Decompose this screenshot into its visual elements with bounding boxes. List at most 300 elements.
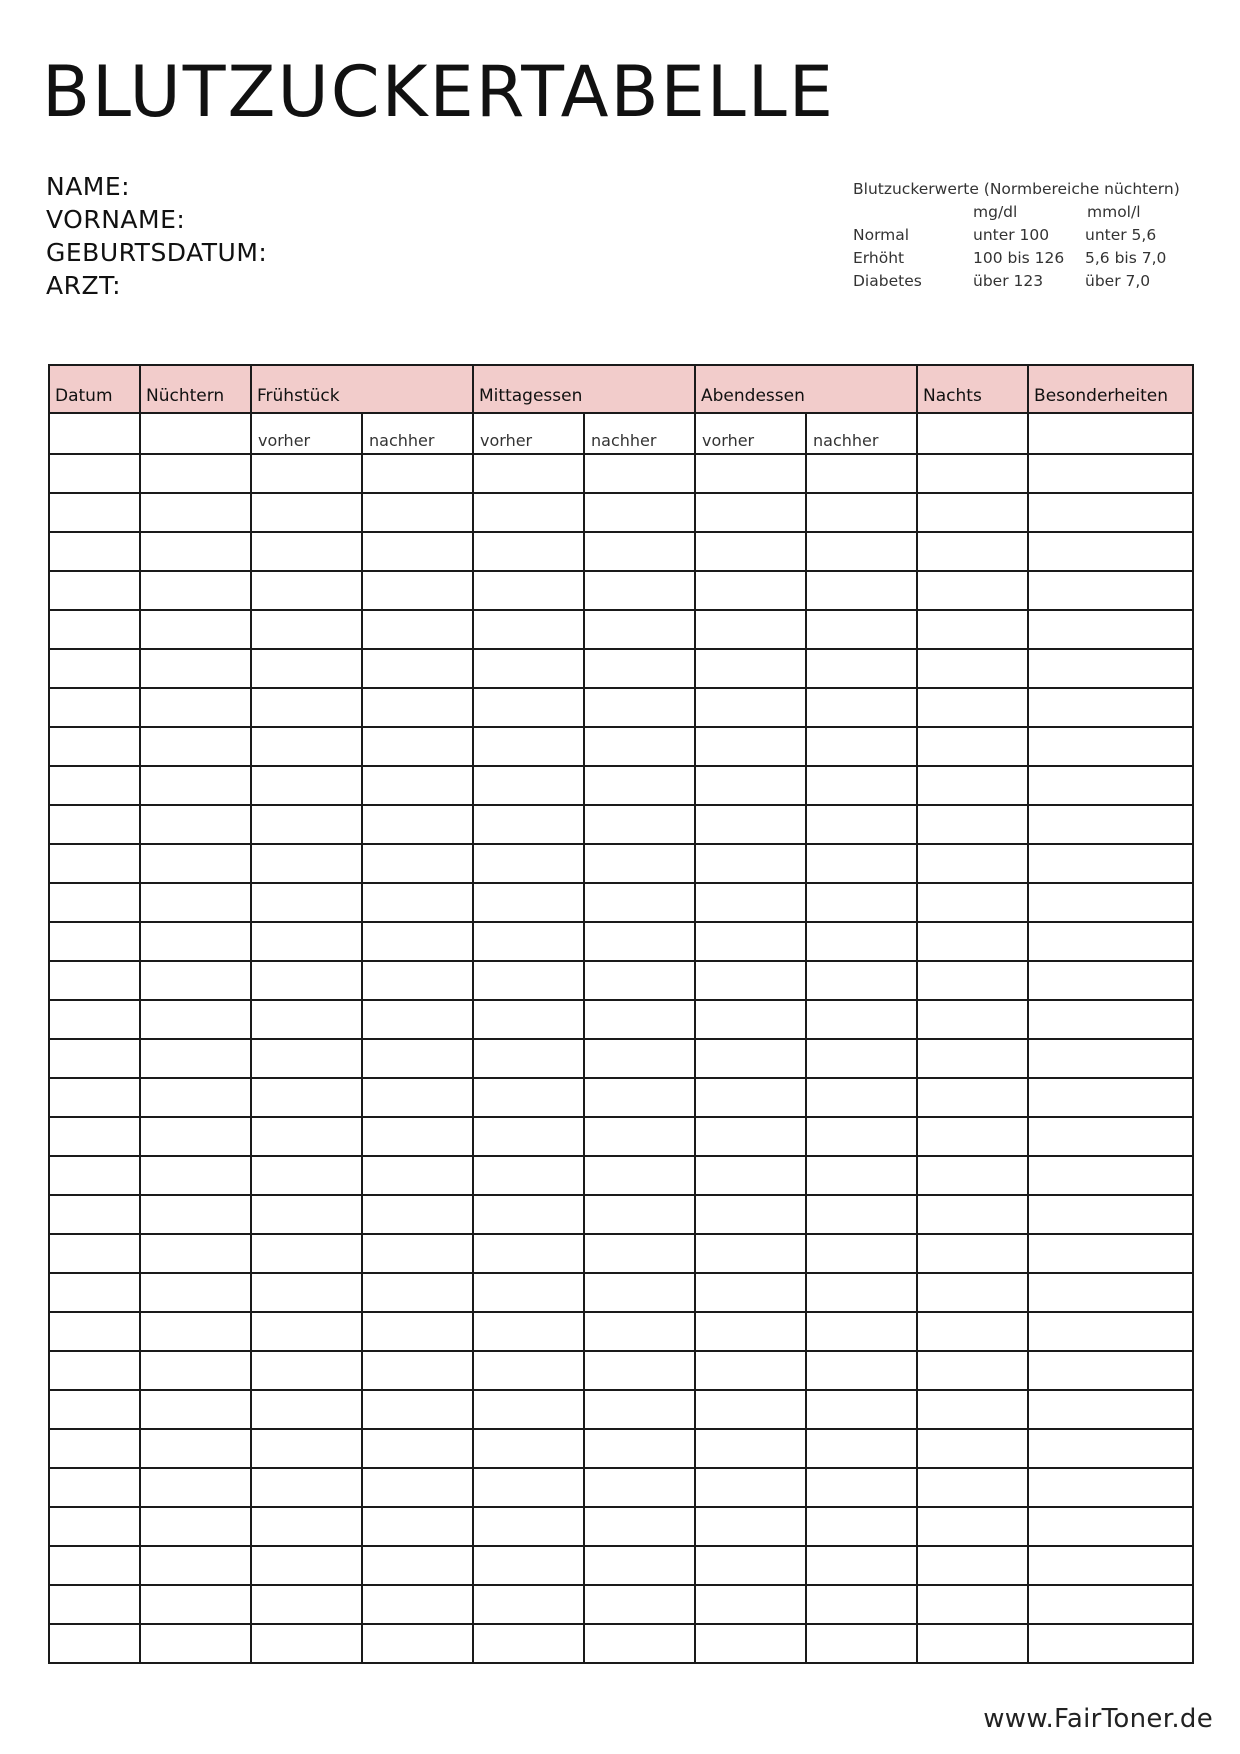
table-cell[interactable]: [806, 1078, 917, 1117]
table-cell[interactable]: [917, 1429, 1028, 1468]
table-cell[interactable]: [917, 1468, 1028, 1507]
table-cell[interactable]: [251, 1039, 362, 1078]
table-cell[interactable]: [362, 1468, 473, 1507]
table-cell[interactable]: [473, 649, 584, 688]
table-cell[interactable]: [584, 1000, 695, 1039]
table-cell[interactable]: [140, 1351, 251, 1390]
table-cell[interactable]: [917, 1312, 1028, 1351]
table-cell[interactable]: [695, 1468, 806, 1507]
table-cell[interactable]: [806, 1624, 917, 1663]
table-cell[interactable]: [251, 571, 362, 610]
table-cell[interactable]: [362, 1507, 473, 1546]
table-cell[interactable]: [362, 1000, 473, 1039]
table-cell[interactable]: [473, 805, 584, 844]
table-cell[interactable]: [806, 610, 917, 649]
table-cell[interactable]: [1028, 883, 1193, 922]
table-cell[interactable]: [251, 1234, 362, 1273]
table-cell[interactable]: [140, 1273, 251, 1312]
table-cell[interactable]: [806, 571, 917, 610]
table-cell[interactable]: [1028, 688, 1193, 727]
table-cell[interactable]: [917, 844, 1028, 883]
table-cell[interactable]: [49, 1000, 140, 1039]
table-cell[interactable]: [1028, 961, 1193, 1000]
table-cell[interactable]: [473, 1195, 584, 1234]
table-cell[interactable]: [917, 610, 1028, 649]
table-cell[interactable]: [251, 688, 362, 727]
table-cell[interactable]: [251, 883, 362, 922]
table-cell[interactable]: [49, 961, 140, 1000]
table-cell[interactable]: [695, 1039, 806, 1078]
table-cell[interactable]: [140, 766, 251, 805]
table-cell[interactable]: [140, 1468, 251, 1507]
table-cell[interactable]: [473, 1585, 584, 1624]
table-cell[interactable]: [49, 922, 140, 961]
table-cell[interactable]: [1028, 1078, 1193, 1117]
table-cell[interactable]: [695, 1546, 806, 1585]
table-cell[interactable]: [695, 1000, 806, 1039]
table-cell[interactable]: [695, 493, 806, 532]
table-cell[interactable]: [1028, 844, 1193, 883]
table-cell[interactable]: [140, 532, 251, 571]
table-cell[interactable]: [251, 454, 362, 493]
table-cell[interactable]: [473, 1117, 584, 1156]
table-cell[interactable]: [917, 1234, 1028, 1273]
table-cell[interactable]: [140, 1546, 251, 1585]
table-cell[interactable]: [251, 1585, 362, 1624]
table-cell[interactable]: [917, 961, 1028, 1000]
table-cell[interactable]: [917, 1546, 1028, 1585]
table-cell[interactable]: [473, 883, 584, 922]
table-cell[interactable]: [695, 610, 806, 649]
table-cell[interactable]: [362, 922, 473, 961]
table-cell[interactable]: [140, 1000, 251, 1039]
table-cell[interactable]: [362, 1312, 473, 1351]
table-cell[interactable]: [251, 649, 362, 688]
table-cell[interactable]: [695, 1078, 806, 1117]
table-cell[interactable]: [806, 1117, 917, 1156]
table-cell[interactable]: [1028, 1429, 1193, 1468]
table-cell[interactable]: [806, 844, 917, 883]
table-cell[interactable]: [49, 532, 140, 571]
table-cell[interactable]: [1028, 1624, 1193, 1663]
table-cell[interactable]: [362, 1039, 473, 1078]
table-cell[interactable]: [917, 1195, 1028, 1234]
table-cell[interactable]: [140, 1039, 251, 1078]
table-cell[interactable]: [917, 688, 1028, 727]
table-cell[interactable]: [806, 454, 917, 493]
table-cell[interactable]: [1028, 1000, 1193, 1039]
table-cell[interactable]: [1028, 1273, 1193, 1312]
table-cell[interactable]: [49, 1117, 140, 1156]
table-cell[interactable]: [140, 727, 251, 766]
table-cell[interactable]: [584, 1468, 695, 1507]
table-cell[interactable]: [584, 1195, 695, 1234]
table-cell[interactable]: [806, 532, 917, 571]
table-cell[interactable]: [251, 922, 362, 961]
table-cell[interactable]: [584, 844, 695, 883]
table-cell[interactable]: [695, 688, 806, 727]
table-cell[interactable]: [49, 1585, 140, 1624]
table-cell[interactable]: [806, 727, 917, 766]
table-cell[interactable]: [140, 610, 251, 649]
table-cell[interactable]: [362, 1429, 473, 1468]
table-cell[interactable]: [49, 413, 140, 454]
table-cell[interactable]: [695, 1312, 806, 1351]
table-cell[interactable]: [1028, 1585, 1193, 1624]
table-cell[interactable]: [806, 805, 917, 844]
table-cell[interactable]: [917, 1351, 1028, 1390]
table-cell[interactable]: [251, 1273, 362, 1312]
table-cell[interactable]: [806, 1312, 917, 1351]
table-cell[interactable]: [806, 883, 917, 922]
table-cell[interactable]: [140, 1078, 251, 1117]
table-cell[interactable]: [473, 1624, 584, 1663]
table-cell[interactable]: [1028, 922, 1193, 961]
table-cell[interactable]: [362, 883, 473, 922]
table-cell[interactable]: [695, 922, 806, 961]
table-cell[interactable]: [140, 805, 251, 844]
table-cell[interactable]: [584, 1039, 695, 1078]
table-cell[interactable]: [251, 766, 362, 805]
table-cell[interactable]: [140, 883, 251, 922]
table-cell[interactable]: [584, 454, 695, 493]
table-cell[interactable]: [140, 1624, 251, 1663]
table-cell[interactable]: [917, 1156, 1028, 1195]
table-cell[interactable]: [362, 1351, 473, 1390]
table-cell[interactable]: [49, 610, 140, 649]
table-cell[interactable]: [584, 805, 695, 844]
table-cell[interactable]: [1028, 727, 1193, 766]
table-cell[interactable]: [584, 1624, 695, 1663]
table-cell[interactable]: [917, 1507, 1028, 1546]
table-cell[interactable]: [917, 532, 1028, 571]
table-cell[interactable]: [251, 1195, 362, 1234]
table-cell[interactable]: [362, 454, 473, 493]
table-cell[interactable]: [49, 844, 140, 883]
table-cell[interactable]: [584, 1585, 695, 1624]
table-cell[interactable]: [695, 649, 806, 688]
table-cell[interactable]: [695, 961, 806, 1000]
table-cell[interactable]: [806, 1273, 917, 1312]
table-cell[interactable]: [473, 1546, 584, 1585]
table-cell[interactable]: [584, 532, 695, 571]
table-cell[interactable]: [695, 1507, 806, 1546]
table-cell[interactable]: [140, 1585, 251, 1624]
table-cell[interactable]: [917, 766, 1028, 805]
table-cell[interactable]: [917, 1000, 1028, 1039]
table-cell[interactable]: [49, 1507, 140, 1546]
table-cell[interactable]: [251, 1312, 362, 1351]
table-cell[interactable]: [362, 1546, 473, 1585]
table-cell[interactable]: [140, 1507, 251, 1546]
table-cell[interactable]: [584, 1078, 695, 1117]
table-cell[interactable]: [917, 727, 1028, 766]
table-cell[interactable]: [362, 805, 473, 844]
table-cell[interactable]: [695, 1117, 806, 1156]
table-cell[interactable]: [473, 454, 584, 493]
table-cell[interactable]: [251, 1000, 362, 1039]
table-cell[interactable]: [49, 766, 140, 805]
table-cell[interactable]: [251, 1546, 362, 1585]
table-cell[interactable]: [584, 688, 695, 727]
table-cell[interactable]: [917, 1585, 1028, 1624]
table-cell[interactable]: [806, 1468, 917, 1507]
table-cell[interactable]: [140, 649, 251, 688]
table-cell[interactable]: [1028, 766, 1193, 805]
table-cell[interactable]: [49, 1078, 140, 1117]
table-cell[interactable]: [140, 571, 251, 610]
table-cell[interactable]: [473, 727, 584, 766]
table-cell[interactable]: [584, 1234, 695, 1273]
table-cell[interactable]: [695, 1429, 806, 1468]
table-cell[interactable]: [251, 1078, 362, 1117]
table-cell[interactable]: [695, 1390, 806, 1429]
table-cell[interactable]: [140, 493, 251, 532]
table-cell[interactable]: [140, 1390, 251, 1429]
table-cell[interactable]: [251, 610, 362, 649]
table-cell[interactable]: [1028, 649, 1193, 688]
table-cell[interactable]: [917, 413, 1028, 454]
table-cell[interactable]: [251, 844, 362, 883]
table-cell[interactable]: [362, 1273, 473, 1312]
table-cell[interactable]: [1028, 1117, 1193, 1156]
table-cell[interactable]: [806, 1546, 917, 1585]
table-cell[interactable]: [806, 922, 917, 961]
table-cell[interactable]: [917, 1624, 1028, 1663]
table-cell[interactable]: [473, 1234, 584, 1273]
table-cell[interactable]: [49, 1546, 140, 1585]
table-cell[interactable]: [584, 1156, 695, 1195]
table-cell[interactable]: [806, 961, 917, 1000]
table-cell[interactable]: [695, 766, 806, 805]
table-cell[interactable]: [584, 1507, 695, 1546]
table-cell[interactable]: [362, 1195, 473, 1234]
table-cell[interactable]: [1028, 1195, 1193, 1234]
table-cell[interactable]: [362, 766, 473, 805]
table-cell[interactable]: [584, 1273, 695, 1312]
table-cell[interactable]: [1028, 1468, 1193, 1507]
table-cell[interactable]: [49, 649, 140, 688]
table-cell[interactable]: [473, 1000, 584, 1039]
table-cell[interactable]: [806, 1585, 917, 1624]
table-cell[interactable]: [473, 1468, 584, 1507]
table-cell[interactable]: [1028, 1390, 1193, 1429]
table-cell[interactable]: [362, 610, 473, 649]
table-cell[interactable]: [140, 413, 251, 454]
table-cell[interactable]: [49, 1312, 140, 1351]
table-cell[interactable]: [584, 1312, 695, 1351]
table-cell[interactable]: [1028, 1546, 1193, 1585]
table-cell[interactable]: [49, 688, 140, 727]
table-cell[interactable]: [251, 532, 362, 571]
table-cell[interactable]: [251, 1117, 362, 1156]
table-cell[interactable]: [473, 766, 584, 805]
table-cell[interactable]: [362, 493, 473, 532]
table-cell[interactable]: [917, 1078, 1028, 1117]
table-cell[interactable]: [806, 766, 917, 805]
table-cell[interactable]: [49, 1039, 140, 1078]
table-cell[interactable]: [473, 1078, 584, 1117]
table-cell[interactable]: [695, 727, 806, 766]
table-cell[interactable]: [140, 844, 251, 883]
table-cell[interactable]: [806, 688, 917, 727]
table-cell[interactable]: [695, 1234, 806, 1273]
table-cell[interactable]: [806, 1195, 917, 1234]
table-cell[interactable]: [584, 922, 695, 961]
table-cell[interactable]: [49, 1351, 140, 1390]
table-cell[interactable]: [49, 1624, 140, 1663]
table-cell[interactable]: [806, 1000, 917, 1039]
table-cell[interactable]: [362, 532, 473, 571]
table-cell[interactable]: [362, 961, 473, 1000]
table-cell[interactable]: [362, 649, 473, 688]
table-cell[interactable]: [49, 1468, 140, 1507]
table-cell[interactable]: [140, 1234, 251, 1273]
table-cell[interactable]: [584, 571, 695, 610]
table-cell[interactable]: [362, 1156, 473, 1195]
table-cell[interactable]: [584, 1117, 695, 1156]
table-cell[interactable]: [362, 1390, 473, 1429]
table-cell[interactable]: [473, 610, 584, 649]
table-cell[interactable]: [584, 883, 695, 922]
table-cell[interactable]: [917, 1273, 1028, 1312]
table-cell[interactable]: [917, 883, 1028, 922]
table-cell[interactable]: [251, 1624, 362, 1663]
table-cell[interactable]: [362, 1078, 473, 1117]
table-cell[interactable]: [695, 1195, 806, 1234]
table-cell[interactable]: [49, 454, 140, 493]
table-cell[interactable]: [806, 1429, 917, 1468]
table-cell[interactable]: [140, 1429, 251, 1468]
table-cell[interactable]: [584, 1351, 695, 1390]
table-cell[interactable]: [49, 1156, 140, 1195]
table-cell[interactable]: [806, 649, 917, 688]
table-cell[interactable]: [140, 1195, 251, 1234]
table-cell[interactable]: [473, 1390, 584, 1429]
table-cell[interactable]: [473, 532, 584, 571]
table-cell[interactable]: [917, 493, 1028, 532]
table-cell[interactable]: [584, 961, 695, 1000]
table-cell[interactable]: [584, 493, 695, 532]
table-cell[interactable]: [362, 688, 473, 727]
table-cell[interactable]: [695, 1156, 806, 1195]
table-cell[interactable]: [695, 883, 806, 922]
table-cell[interactable]: [362, 1117, 473, 1156]
table-cell[interactable]: [806, 1390, 917, 1429]
table-cell[interactable]: [362, 844, 473, 883]
table-cell[interactable]: [917, 1117, 1028, 1156]
table-cell[interactable]: [251, 1468, 362, 1507]
table-cell[interactable]: [806, 1156, 917, 1195]
table-cell[interactable]: [917, 1039, 1028, 1078]
table-cell[interactable]: [917, 805, 1028, 844]
table-cell[interactable]: [584, 610, 695, 649]
table-cell[interactable]: [1028, 1351, 1193, 1390]
table-cell[interactable]: [917, 571, 1028, 610]
table-cell[interactable]: [917, 649, 1028, 688]
table-cell[interactable]: [251, 1429, 362, 1468]
table-cell[interactable]: [695, 844, 806, 883]
table-cell[interactable]: [584, 727, 695, 766]
table-cell[interactable]: [473, 1156, 584, 1195]
table-cell[interactable]: [695, 805, 806, 844]
table-cell[interactable]: [251, 1507, 362, 1546]
table-cell[interactable]: [695, 1351, 806, 1390]
table-cell[interactable]: [584, 1546, 695, 1585]
table-cell[interactable]: [473, 844, 584, 883]
table-cell[interactable]: [473, 493, 584, 532]
table-cell[interactable]: [917, 922, 1028, 961]
table-cell[interactable]: [49, 1429, 140, 1468]
table-cell[interactable]: [473, 1273, 584, 1312]
table-cell[interactable]: [917, 1390, 1028, 1429]
table-cell[interactable]: [251, 1351, 362, 1390]
table-cell[interactable]: [251, 727, 362, 766]
table-cell[interactable]: [1028, 1234, 1193, 1273]
table-cell[interactable]: [473, 1312, 584, 1351]
table-cell[interactable]: [695, 1273, 806, 1312]
table-cell[interactable]: [806, 1507, 917, 1546]
table-cell[interactable]: [362, 1234, 473, 1273]
table-cell[interactable]: [251, 1156, 362, 1195]
table-cell[interactable]: [251, 493, 362, 532]
table-cell[interactable]: [806, 1234, 917, 1273]
table-cell[interactable]: [584, 1390, 695, 1429]
table-cell[interactable]: [1028, 1039, 1193, 1078]
table-cell[interactable]: [1028, 1312, 1193, 1351]
table-cell[interactable]: [140, 1312, 251, 1351]
table-cell[interactable]: [140, 961, 251, 1000]
table-cell[interactable]: [251, 961, 362, 1000]
table-cell[interactable]: [806, 493, 917, 532]
table-cell[interactable]: [473, 688, 584, 727]
table-cell[interactable]: [49, 805, 140, 844]
table-cell[interactable]: [49, 571, 140, 610]
table-cell[interactable]: [695, 454, 806, 493]
table-cell[interactable]: [1028, 1507, 1193, 1546]
table-cell[interactable]: [362, 571, 473, 610]
table-cell[interactable]: [251, 1390, 362, 1429]
table-cell[interactable]: [49, 1195, 140, 1234]
table-cell[interactable]: [140, 1156, 251, 1195]
table-cell[interactable]: [1028, 532, 1193, 571]
table-cell[interactable]: [695, 571, 806, 610]
table-cell[interactable]: [49, 1273, 140, 1312]
table-cell[interactable]: [49, 493, 140, 532]
table-cell[interactable]: [251, 805, 362, 844]
table-cell[interactable]: [140, 454, 251, 493]
table-cell[interactable]: [362, 1624, 473, 1663]
table-cell[interactable]: [140, 688, 251, 727]
table-cell[interactable]: [1028, 454, 1193, 493]
table-cell[interactable]: [695, 1624, 806, 1663]
table-cell[interactable]: [584, 649, 695, 688]
table-cell[interactable]: [1028, 571, 1193, 610]
table-cell[interactable]: [140, 922, 251, 961]
table-cell[interactable]: [473, 1507, 584, 1546]
table-cell[interactable]: [473, 1351, 584, 1390]
table-cell[interactable]: [806, 1351, 917, 1390]
table-cell[interactable]: [362, 1585, 473, 1624]
table-cell[interactable]: [362, 727, 473, 766]
table-cell[interactable]: [695, 532, 806, 571]
table-cell[interactable]: [1028, 1156, 1193, 1195]
table-cell[interactable]: [917, 454, 1028, 493]
table-cell[interactable]: [1028, 413, 1193, 454]
table-cell[interactable]: [49, 1234, 140, 1273]
table-cell[interactable]: [584, 766, 695, 805]
table-cell[interactable]: [49, 727, 140, 766]
